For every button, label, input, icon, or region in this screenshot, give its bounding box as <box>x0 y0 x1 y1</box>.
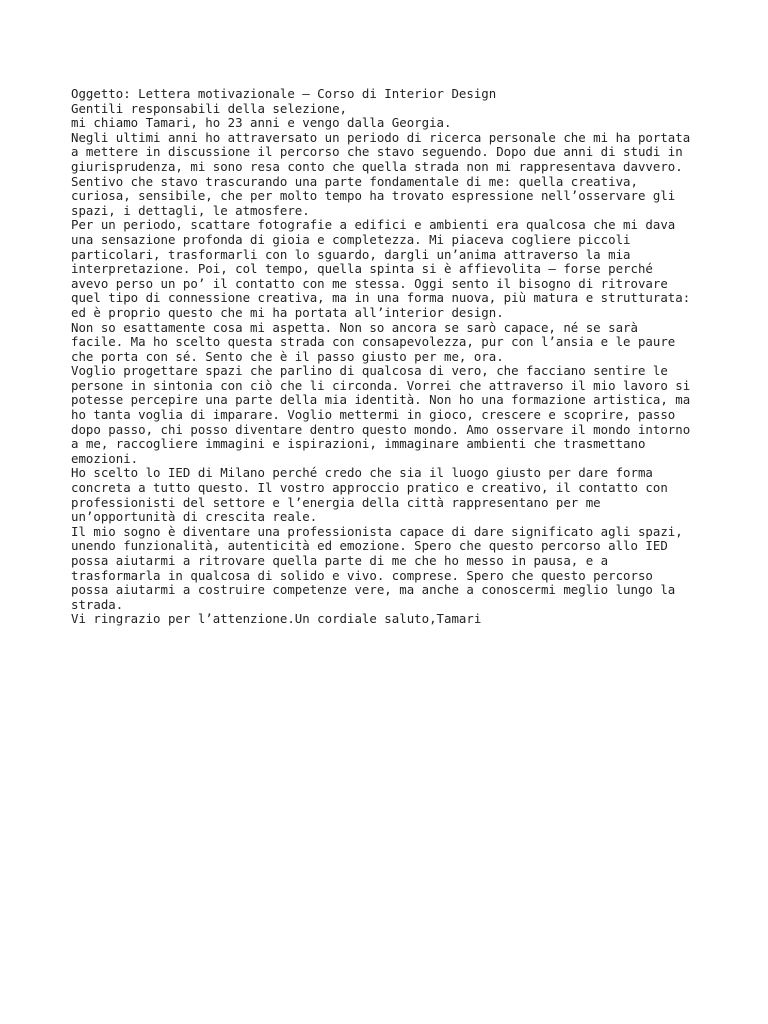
closing-line: Vi ringrazio per l’attenzione.Un cordiale saluto,Tamari <box>71 611 482 627</box>
text-line: ed è proprio questo che mi ha portata all’interior design. <box>71 304 504 320</box>
text-line: a me, raccogliere immagini e ispirazioni, immaginare ambienti che trasmettano <box>71 436 646 452</box>
subject-line: Oggetto: Lettera motivazionale – Corso di Interior Design <box>71 86 497 101</box>
text-line: Sentivo che stavo trascurando una parte fondamentale di me: quella creativa, <box>71 173 638 189</box>
letter-body <box>71 87 711 627</box>
text-line: strada. <box>71 596 124 612</box>
text-line: particolari, trasformarli con lo sguardo, dargli un’anima attraverso la mia <box>71 246 631 262</box>
text-line: Voglio progettare spazi che parlino di qualcosa di vero, che facciano sentire le <box>71 363 668 379</box>
text-line: dopo passo, chi posso diventare dentro questo mondo. Amo osservare il mondo intorno <box>71 421 691 437</box>
text-line: giurisprudenza, mi sono resa conto che quella strada non mi rappresentava davvero. <box>71 158 683 174</box>
text-line: persone in sintonia con ciò che li circonda. Vorrei che attraverso il mio lavoro si <box>71 377 691 393</box>
text-line: a mettere in discussione il percorso che stavo seguendo. Dopo due anni di studi in <box>71 144 683 160</box>
text-line: avevo perso un po’ il contatto con me stessa. Oggi sento il bisogno di ritrovare <box>71 275 668 291</box>
text-line: Negli ultimi anni ho attraversato un periodo di ricerca personale che mi ha portata <box>71 129 691 145</box>
text-line: concreta a tutto questo. Il vostro approccio pratico e creativo, il contatto con <box>71 480 668 496</box>
text-line: mi chiamo Tamari, ho 23 anni e vengo dalla Georgia. <box>71 115 452 131</box>
text-line: ho tanta voglia di imparare. Voglio mettermi in gioco, crescere e scoprire, passo <box>71 407 676 423</box>
greeting-line: Gentili responsabili della selezione, <box>71 100 348 116</box>
text-line: interpretazione. Poi, col tempo, quella spinta si è affievolita — forse perché <box>71 261 653 277</box>
text-line: possa aiutarmi a costruire competenze vere, ma anche a conoscermi meglio lungo la <box>71 582 676 598</box>
text-line: spazi, i dettagli, le atmosfere. <box>71 202 310 218</box>
text-line: che porta con sé. Sento che è il passo giusto per me, ora. <box>71 348 504 364</box>
text-line: trasformarla in qualcosa di solido e vivo. comprese. Spero che questo percorso <box>71 567 653 583</box>
text-line: Ho scelto lo IED di Milano perché credo che sia il luogo giusto per dare forma <box>71 465 653 481</box>
text-line: Il mio sogno è diventare una professionista capace di dare significato agli spazi, <box>71 523 683 539</box>
text-line: quel tipo di connessione creativa, ma in una forma nuova, più matura e strutturata: <box>71 290 691 306</box>
text-line: facile. Ma ho scelto questa strada con consapevolezza, pur con l’ansia e le paure <box>71 334 676 350</box>
text-line: possa aiutarmi a ritrovare quella parte di me che ho messo in pausa, e a <box>71 553 609 568</box>
text-line: emozioni. <box>71 450 139 466</box>
text-line: potesse percepire una parte della mia identità. Non ho una formazione artistica, ma <box>71 392 691 408</box>
text-line: un’opportunità di crescita reale. <box>71 509 318 525</box>
text-line: una sensazione profonda di gioia e completezza. Mi piaceva cogliere piccoli <box>71 231 631 247</box>
text-line: curiosa, sensibile, che per molto tempo ha trovato espressione nell’osservare gli <box>71 188 676 204</box>
text-line: Per un periodo, scattare fotografie a edifici e ambienti era qualcosa che mi dava <box>71 217 676 233</box>
text-line: unendo funzionalità, autenticità ed emozione. Spero che questo percorso allo IED <box>71 538 668 554</box>
text-line: professionisti del settore e l’energia della città rappresentano per me <box>71 494 601 510</box>
text-line: Non so esattamente cosa mi aspetta. Non so ancora se sarò capace, né se sarà <box>71 319 638 335</box>
